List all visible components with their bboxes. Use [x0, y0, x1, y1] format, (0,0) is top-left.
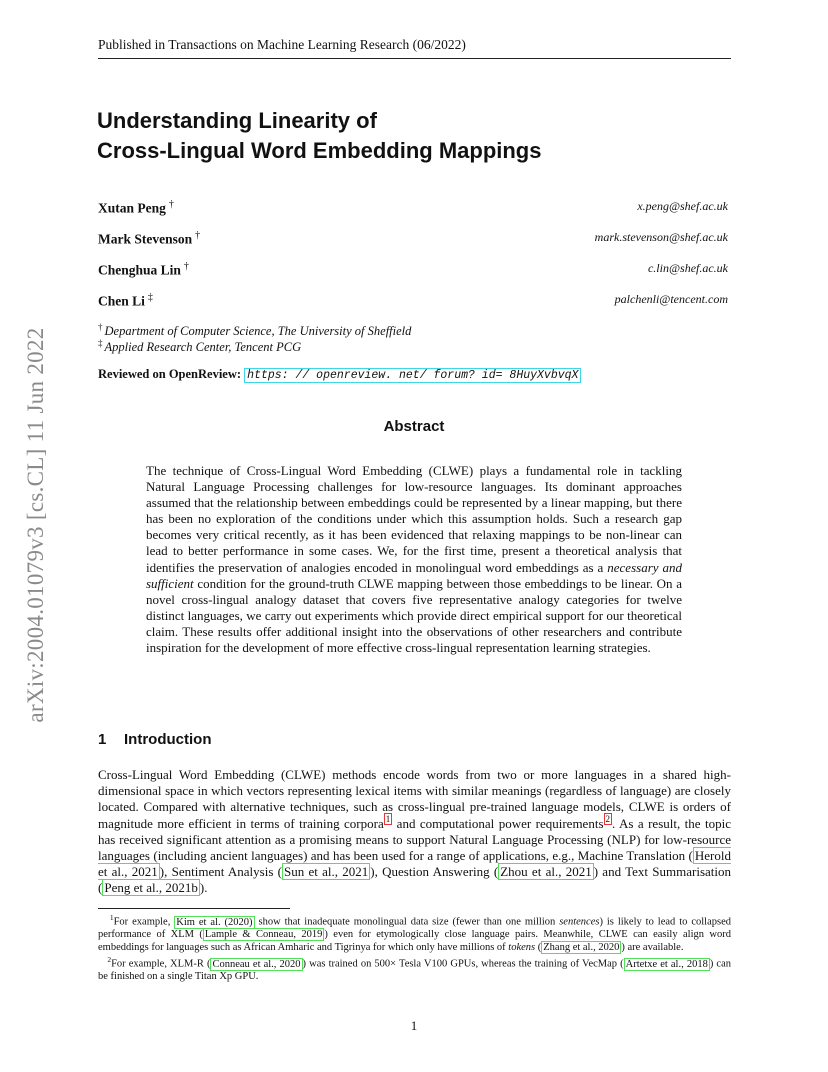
author-email[interactable]: c.lin@shef.ac.uk — [647, 261, 728, 275]
author-row — [98, 199, 728, 219]
affiliation: ‡ Applied Research Center, Tencent PCG — [98, 338, 302, 355]
abstract-emphasis: necessary and sufficient — [146, 559, 682, 591]
openreview-line — [98, 367, 581, 382]
author-email[interactable]: palchenli@tencent.com — [614, 292, 728, 306]
citation-link[interactable]: Sun et al., 2021 — [283, 864, 369, 880]
citation-link[interactable]: Lample & Conneau, 2019 — [204, 929, 323, 941]
title-line-1: Understanding Linearity of — [97, 108, 377, 133]
citation-link[interactable]: Herold et al., 2021 — [98, 848, 731, 880]
author-row — [98, 292, 728, 312]
author-name: Chen Li ‡ — [98, 292, 153, 309]
abstract-body: The technique of Cross-Lingual Word Embedding (CLWE) plays a fundamental role in tackling Natural Language Processing challenges for low-resource languages. Its dominant approaches assumed that the relationship between embeddings could be represented by a linear mapping, but there has been no exploration of the conditions under which this assumption holds. Such a research gap becomes very critical recently, as it has been evidenced that relaxing mappings to be non-linear can lead to better performance in some cases. We, for the first time, present a theoretical analysis that identifies the preservation of analogies encoded in monolingual word embeddings as a necessary and sufficient condition for the ground-truth CLWE mapping between those embeddings to be linear. On a novel cross-lingual analogy dataset that covers five representative analogy categories for twelve distinct languages, we carry out experiments which provide direct empirical support for our theoretical claim. These results offer additional insight into the observations of other researchers and contribute inspiration for the development of more effective cross-lingual representation learning strategies. — [146, 463, 682, 656]
footnote-divider — [98, 908, 290, 909]
footnote-2: $^2$For example, XLM-R ( Conneau et al., 2020 ) was trained on 500× Tesla V100 GPUs, whereas the training of VecMap ( Artetxe et al., 2018 ) can be finished on a single Titan Xp GPU. — [98, 955, 731, 983]
citation-link[interactable]: Kim et al. (2020) — [176, 916, 253, 928]
citation-link[interactable]: Artetxe et al., 2018 — [625, 958, 708, 970]
running-header: Published in Transactions on Machine Learning Research (06/2022) — [98, 37, 731, 59]
author-name: Xutan Peng † — [98, 199, 174, 216]
author-row — [98, 230, 728, 250]
openreview-link[interactable]: https: // openreview. net/ forum? id= 8HuyXvbvqX — [244, 368, 581, 383]
citation-link[interactable]: Conneau et al., 2020 — [212, 958, 301, 970]
arxiv-stamp-text: arXiv:2004.01079v3 [cs.CL] 11 Jun 2022 — [23, 327, 48, 723]
footnote-1: $^1$For example, Kim et al. (2020) show that inadequate monolingual data size (fewer than one million sentences) is likely to lead to collapsed performance of XLM ( Lample & Conneau, 2019 ) even for etymologically close language pairs. Meanwhile, CLWE can easily align word embeddings for languages such as African Amharic and Tigrinya for which only have millions of tokens ( Zhang et al., 2020 ) are available. — [98, 913, 732, 953]
title-line-2: Cross-Lingual Word Embedding Mappings — [97, 138, 542, 163]
openreview-label: Reviewed on OpenReview: — [98, 367, 242, 381]
citation-link[interactable]: Zhang et al., 2020 — [543, 941, 620, 953]
author-email[interactable]: x.peng@shef.ac.uk — [637, 199, 728, 213]
introduction-paragraph: Cross-Lingual Word Embedding (CLWE) methods encode words from two or more languages in a shared high-dimensional space in which vectors representing lexical items with similar meanings (regardless of language) are closely located. Compared with alternative techniques, such as cross-lingual pre-trained language models, CLWE is orders of magnitude more efficient in terms of training corpora $^1$ and computational power requirements $^2$ . As a result, the topic has received significant attention as a promising means to support Natural Language Processing (NLP) for low-resource languages (including ancient languages) and has been used for a range of applications, e.g., Machine Translation ( Herold et al., 2021 ), Sentiment Analysis ( Sun et al., 2021 ), Question Answering ( Zhou et al., 2021 ) and Text Summarisation ( Peng et al., 2021b ). — [98, 767, 731, 896]
footnote-ref-1[interactable]: 1 — [385, 814, 391, 825]
citation-link[interactable]: Peng et al., 2021b — [104, 880, 198, 896]
author-name: Mark Stevenson † — [98, 230, 201, 247]
author-row — [98, 261, 728, 281]
abstract-heading: Abstract — [383, 418, 445, 435]
section-heading: 1 Introduction — [98, 731, 212, 748]
author-email[interactable]: mark.stevenson@shef.ac.uk — [594, 230, 728, 244]
footnotes — [98, 912, 731, 984]
footnote-ref-2[interactable]: 2 — [605, 814, 611, 825]
paper-title — [97, 106, 657, 166]
affiliation: † Department of Computer Science, The University of Sheffield — [98, 322, 412, 339]
author-name: Chenghua Lin † — [98, 261, 189, 278]
page-number: 1 — [410, 1018, 418, 1033]
citation-link[interactable]: Zhou et al., 2021 — [500, 864, 592, 880]
